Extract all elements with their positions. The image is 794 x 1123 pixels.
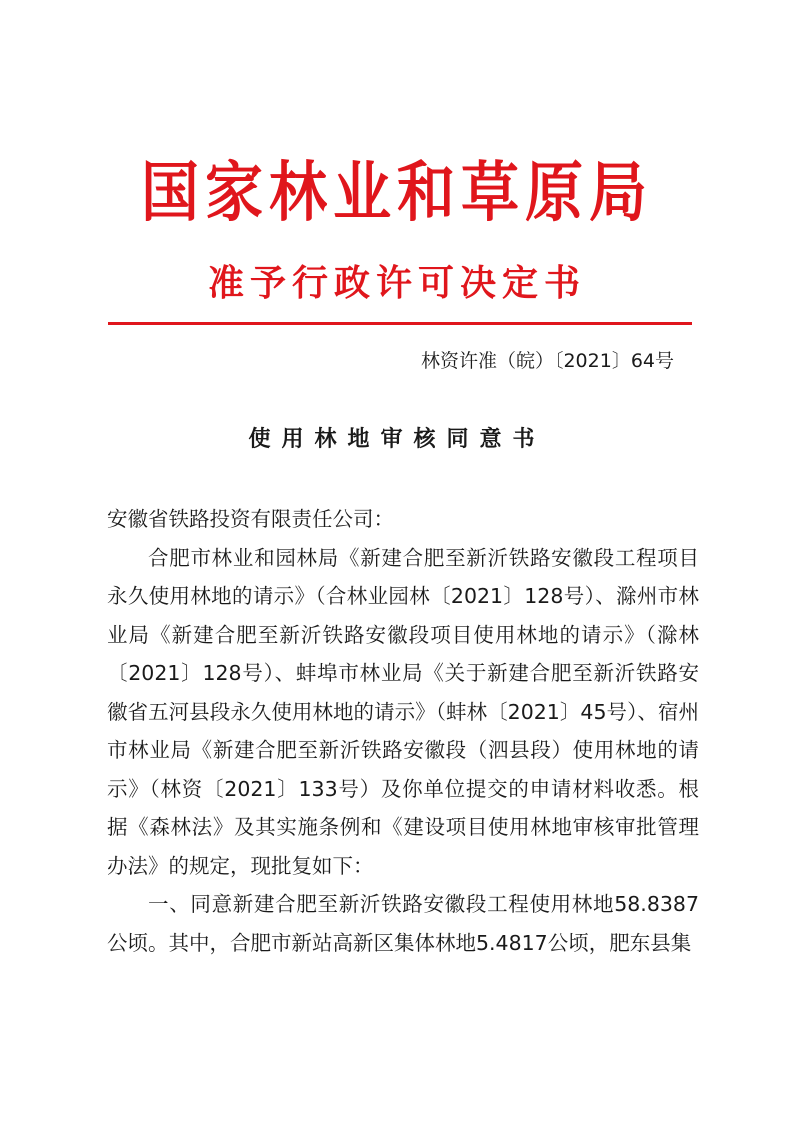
paragraph: 一、同意新建合肥至新沂铁路安徽段工程使用林地58.8387公顷。其中，合肥市新站高新区集体林地5.4817公顷，肥东县集 xyxy=(107,892,699,955)
document-body xyxy=(107,500,699,962)
paragraph: 合肥市林业和园林局《新建合肥至新沂铁路安徽段工程项目永久使用林地的请示》（合林业园林〔2021〕128号）、滁州市林业局《新建合肥至新沂铁路安徽段项目使用林地的请示》（滁林〔2021〕128号）、蚌埠市林业局《关于新建合肥至新沂铁路安徽省五河县段永久使用林地的请示》（蚌林〔2021〕45号）、宿州市林业局《新建合肥至新沂铁路安徽段（泗县段）使用林地的请示》（林资〔2021〕133号）及你单位提交的申请材料收悉。根据《森林法》及其实施条例和《建设项目使用林地审核审批管理办法》的规定，现批复如下： xyxy=(107,545,699,878)
salutation: 安徽省铁路投资有限责任公司： xyxy=(107,507,394,531)
red-divider-line xyxy=(108,322,692,325)
document-number: 林资许准（皖）〔2021〕64号 xyxy=(420,350,674,372)
agency-header: 国家林业和草原局 xyxy=(140,153,653,231)
document-type-header: 准予行政许可决定书 xyxy=(207,262,586,304)
document-title: 使用林地审核同意书 xyxy=(248,427,546,452)
